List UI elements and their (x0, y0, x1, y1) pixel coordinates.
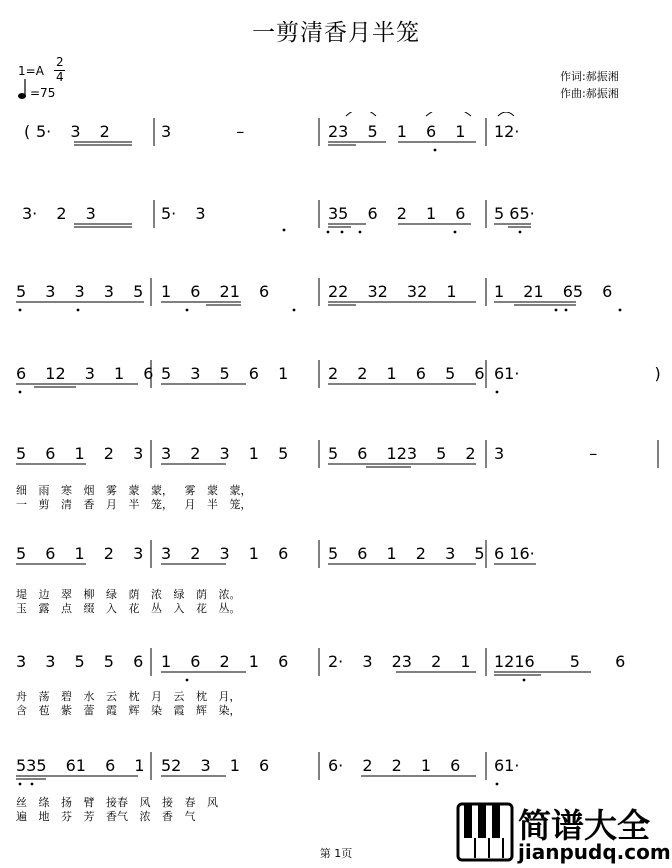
measure-16: 61· ) (494, 364, 661, 383)
measure-29: 535 61 6 1 (16, 756, 145, 775)
measure-32: 61· (494, 756, 520, 775)
time-signature-bottom: 4 (56, 70, 64, 84)
measure-3: 23 5 1 6 1 (328, 122, 466, 141)
system-2 (16, 200, 664, 250)
system-5 (16, 440, 664, 520)
measure-14: 5 3 5 6 1 (161, 364, 289, 383)
lyricist-credit: 作词:郝振湘 (560, 70, 619, 83)
measure-8: 5 65· (494, 204, 535, 223)
measure-24: 6 16· (494, 544, 535, 563)
measure-12: 1 21 65 6 (494, 282, 613, 301)
page-number: 第 1页 (319, 847, 353, 860)
measure-18: 3 2 3 1 5 (161, 444, 289, 463)
measure-6: 5· 3 (161, 204, 206, 223)
lyrics-verse-2: 玉 露 点 缀 入 花 丛 入 花 丛。 (16, 602, 241, 615)
measure-15: 2 2 1 6 5 6 (328, 364, 485, 383)
measure-20: 3 – (494, 444, 598, 463)
tempo-marking: =75 (30, 86, 56, 100)
lyrics-verse-2: 含 苞 紫 蕾 霞 辉 染 霞 辉 染， (16, 704, 241, 717)
site-url: jianpudq.com (518, 840, 671, 864)
quarter-note-icon (17, 78, 29, 100)
system-3 (16, 278, 664, 328)
system-6 (16, 540, 664, 620)
measure-2: 3 – (161, 122, 245, 141)
measure-17: 5 6 1 2 3 (16, 444, 144, 463)
composer-credit: 作曲:郝振湘 (560, 87, 619, 100)
measure-23: 5 6 1 2 3 5 (328, 544, 485, 563)
piano-keys-icon (456, 800, 516, 862)
measure-30: 52 3 1 6 (161, 756, 270, 775)
measure-10: 1 6 21 6 (161, 282, 270, 301)
measure-9: 5 3 3 3 5 (16, 282, 144, 301)
key-signature: 1=A (18, 64, 44, 78)
measure-28: 1216 5 6 (494, 652, 626, 671)
time-signature-top: 2 (56, 55, 64, 69)
measure-19: 5 6 123 5 2 (328, 444, 476, 463)
lyrics-verse-1: 堤 边 翠 柳 绿 荫 浓 绿 荫 浓。 (16, 588, 241, 601)
measure-5: 3· 2 3 (22, 204, 96, 223)
system-4 (16, 360, 664, 410)
song-title: 一剪清香月半笼 (252, 20, 420, 46)
measure-26: 1 6 2 1 6 (161, 652, 289, 671)
measure-21: 5 6 1 2 3 (16, 544, 144, 563)
measure-11: 22 32 32 1 (328, 282, 457, 301)
measure-13: 6 12 3 1 6 (16, 364, 154, 383)
system-1: ( 5· 3 2 3 – 23 5 1 6 1 12· (16, 112, 664, 162)
measure-4: 12· (494, 122, 520, 141)
lyrics-verse-1: 舟 荡 碧 水 云 枕 月 云 枕 月， (16, 690, 241, 703)
measure-22: 3 2 3 1 6 (161, 544, 289, 563)
system-7 (16, 648, 664, 728)
lyrics-verse-1: 细 雨 寒 烟 雾 蒙 蒙， 雾 蒙 蒙， (16, 484, 252, 497)
lyrics-verse-2: 遍 地 芬 芳 香气 浓 香 气 (16, 810, 196, 823)
measure-25: 3 3 5 5 6 (16, 652, 144, 671)
measure-7: 35 6 2 1 6 (328, 204, 466, 223)
lyrics-verse-2: 一 剪 清 香 月 半 笼， 月 半 笼， (16, 498, 252, 511)
measure-1: 5· 3 2 (36, 122, 110, 141)
site-name: 简谱大全 (518, 806, 650, 845)
site-watermark[interactable] (456, 800, 670, 866)
measure-27: 2· 3 23 2 1 (328, 652, 471, 671)
measure-31: 6· 2 2 1 6 (328, 756, 461, 775)
lyrics-verse-1: 丝 绦 扬 臂 接春 风 接 春 风 (16, 796, 218, 809)
